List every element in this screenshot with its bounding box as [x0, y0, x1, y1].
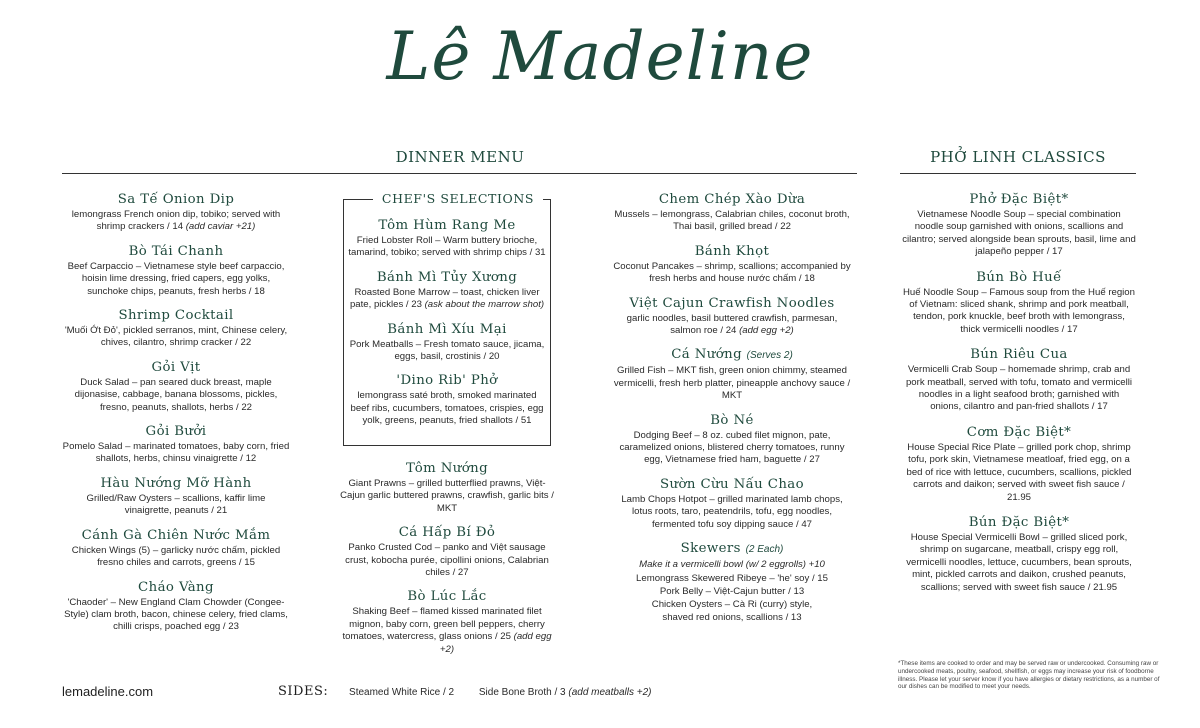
skewer-line: Chicken Oysters – Cà Ri (curry) style,	[651, 598, 813, 610]
item-name: Bò Né	[710, 412, 754, 428]
appetizers-column	[62, 191, 290, 643]
item-desc: Roasted Bone Marrow – toast, chicken liver pate, pickles / 23 (ask about the marrow shot)	[349, 286, 545, 311]
item-desc: Huế Noodle Soup – Famous soup from the Huế region of Vietnam: sliced shank, shrimp and pork meatball, tendon, pork knuckle, beef broth with lemongrass, thick vermicelli noodles / 17	[903, 286, 1135, 335]
menu-item	[902, 424, 1136, 504]
item-name: 'Dino Rib' Phở	[396, 373, 498, 389]
item-name: Gỏi Vịt	[151, 359, 201, 375]
item-name: Shrimp Cocktail	[118, 308, 234, 324]
item-name: Gỏi Bưởi	[145, 424, 207, 440]
item-serving: (Serves 2)	[746, 350, 793, 362]
menu-item	[612, 295, 852, 338]
item-desc: Grilled Fish – MKT fish, green onion chimmy, steamed vermicelli, fresh herb platter, pineapple anchovy sauce / MKT	[613, 365, 851, 402]
chefs-selections-column	[348, 217, 546, 437]
restaurant-logo: Lê Madeline	[386, 18, 814, 95]
pho-column	[902, 191, 1136, 603]
item-name: Bánh Mì Tủy Xương	[376, 269, 518, 285]
website-link[interactable]: lemadeline.com	[62, 684, 154, 699]
item-desc: Fried Lobster Roll – Warm buttery brioche, tamarind, tobiko; served with shrimp chips / 31	[348, 235, 546, 259]
item-desc: Giant Prawns – grilled butterflied prawns, Việt-Cajun garlic buttered prawns, crawfish, garlic bits / MKT	[340, 478, 554, 514]
item-desc: Panko Crusted Cod – panko and Việt sausage crust, kobocha purée, cipollini onions, Calabrian chiles / 27	[345, 542, 549, 579]
item-desc: Duck Salad – pan seared duck breast, maple dijonasise, cabbage, banana blossoms, pickles, fresno, peanuts, shallots, herbs / 22	[74, 376, 278, 413]
item-desc: Chicken Wings (5) – garlicky nước chấm, pickled fresno chiles and carrots, greens / 15	[71, 544, 281, 569]
skewers-item	[612, 540, 852, 624]
item-name: Bò Tái Chanh	[128, 243, 224, 259]
menu-item	[348, 321, 546, 364]
dinner-rule	[62, 173, 857, 174]
menu-item	[612, 346, 852, 402]
entrees-column	[612, 191, 852, 633]
item-desc: Lamb Chops Hotpot – grilled marinated lamb chops, lotus roots, taro, peatendrils, tofu, egg noodles, fermented tofu soy dipping sauce / 47	[621, 493, 843, 530]
sides-label: SIDES:	[278, 684, 329, 699]
item-desc: garlic noodles, basil buttered crawfish, parmesan, salmon roe / 24 (add egg +2)	[626, 312, 838, 337]
item-desc: Grilled/Raw Oysters – scallions, kaffir lime vinaigrette, peanuts / 21	[86, 492, 266, 517]
side-item: Side Bone Broth / 3	[478, 687, 566, 698]
mains-column	[336, 460, 558, 665]
skewer-line: Pork Belly – Việt-Cajun butter / 13	[659, 585, 805, 597]
item-note: Make it a vermicelli bowl (w/ 2 eggrolls) +10	[639, 559, 825, 571]
item-desc: lemongrass saté broth, smoked marinated beef ribs, cucumbers, tomatoes, crispies, egg yolk, greens, peanuts, fried shallots / 51	[350, 390, 544, 427]
item-desc: Vietnamese Noodle Soup – special combination noodle soup garnished with onions, scallions and cilantro; served alongside bean sprouts, basil, lime and jalapeño pepper / 17	[902, 209, 1136, 258]
menu-item	[336, 460, 558, 515]
pho-rule	[900, 173, 1136, 174]
menu-item	[612, 412, 852, 467]
item-name: Cháo Vàng	[138, 579, 214, 595]
menu-item	[62, 475, 290, 518]
item-note: (add egg +2)	[439, 631, 552, 655]
item-desc: 'Muối Ớt Đỏ', pickled serranos, mint, Chinese celery, chives, cilantro, shrimp cracker / 22	[64, 325, 288, 349]
item-name: Sườn Cừu Nấu Chao	[659, 476, 805, 492]
item-name: Sa Tế Onion Dip	[117, 192, 235, 207]
item-name: Bún Đặc Biệt*	[968, 514, 1070, 530]
menu-item	[612, 476, 852, 531]
skewer-line: Lemongrass Skewered Ribeye – 'he' soy / 15	[636, 572, 828, 584]
item-serving: (2 Each)	[745, 544, 784, 556]
item-name: Tôm Nướng	[405, 461, 489, 476]
item-name: Tôm Hùm Rang Me	[378, 218, 516, 233]
item-desc: Shaking Beef – flamed kissed marinated filet mignon, baby corn, green bell peppers, cherry tomatoes, watercress, glass onions / 25 (add egg +2)	[342, 606, 552, 655]
item-desc: Coconut Pancakes – shrimp, scallions; accompanied by fresh herbs and house nước chấm / 18	[613, 260, 851, 285]
item-name: Hàu Nướng Mỡ Hành	[100, 475, 252, 491]
menu-item	[902, 191, 1136, 259]
menu-item	[62, 359, 290, 414]
chefs-selections-title: CHEF'S SELECTIONS	[373, 191, 543, 206]
menu-item	[62, 527, 290, 570]
item-name: Phở Đặc Biệt*	[969, 192, 1069, 207]
menu-item	[612, 243, 852, 286]
menu-item	[62, 307, 290, 350]
item-desc: 'Chaoder' – New England Clam Chowder (Congee-Style) clam broth, bacon, chinese celery, fried clams, chilli crisps, poached egg / 23	[64, 596, 288, 633]
menu-item	[62, 579, 290, 634]
menu-item	[902, 514, 1136, 594]
item-desc: Beef Carpaccio – Vietnamese style beef carpaccio, hoisin lime dressing, fried capers, egg yolks, sunchoke chips, peanuts, fresh herbs / 18	[67, 260, 285, 297]
menu-item	[62, 243, 290, 298]
item-name: Việt Cajun Crawfish Noodles	[629, 295, 835, 311]
item-name: Bún Bò Huế	[976, 269, 1062, 285]
item-name: Skewers (2 Each)	[680, 541, 784, 557]
side-note: (add meatballs +2)	[568, 687, 652, 698]
item-desc: Pomelo Salad – marinated tomatoes, baby corn, fried shallots, herbs, chinsu vinaigrette / 12	[62, 441, 290, 465]
item-name: Bò Lúc Lắc	[407, 589, 487, 605]
item-name: Chem Chép Xào Dừa	[658, 192, 806, 207]
side-item: Steamed White Rice / 2	[349, 687, 455, 698]
item-name: Cơm Đặc Biệt*	[966, 424, 1072, 440]
item-desc: House Special Vermicelli Bowl – grilled sliced pork, shrimp on sugarcane, meatball, crispy egg roll, vermicelli noodles, lettuce, cucumbers, bean sprouts, mint, pickled carrots and daikon, crushed peanuts, scallions; served with sweet fish sauce / 21.95	[906, 531, 1132, 593]
menu-item	[612, 191, 852, 234]
item-desc: Dodging Beef – 8 oz. cubed filet mignon, pate, caramelized onions, blistered cherry tomatoes, runny egg, Vietnamese fried ham, baguette / 27	[619, 429, 845, 466]
menu-item	[336, 524, 558, 579]
item-desc: Mussels – lemongrass, Calabrian chiles, coconut broth, Thai basil, grilled bread / 22	[614, 209, 850, 233]
item-desc: Vermicelli Crab Soup – homemade shrimp, crab and pork meatball, served with tofu, tomato and vermicelli noodles in a light seafood broth; garnished with onions, cilantro and pan-fried shallots / 17	[905, 364, 1133, 413]
item-name: Cá Hấp Bí Đỏ	[398, 525, 496, 541]
menu-item	[902, 269, 1136, 337]
menu-item	[348, 372, 546, 427]
disclaimer: *These items are cooked to order and may be served raw or undercooked. Consuming raw or undercooked meats, poultry, seafood, shellfish, or eggs may increase your risk of foodborne illness. Please let your server know if you have allergies or dietary restrictions, as a number of our dishes can be modified to meet your needs.	[898, 660, 1160, 691]
menu-item	[348, 269, 546, 312]
menu-item	[902, 346, 1136, 414]
item-note: (add egg +2)	[739, 325, 794, 337]
item-name: Bánh Mì Xíu Mại	[387, 321, 507, 337]
dinner-menu-header: DINNER MENU	[395, 148, 525, 166]
menu-item	[336, 588, 558, 656]
item-desc: Pork Meatballs – Fresh tomato sauce, jicama, eggs, basil, crostinis / 20	[349, 338, 545, 363]
item-desc: lemongrass French onion dip, tobiko; served with shrimp crackers / 14 (add caviar +21)	[71, 209, 281, 233]
menu-item	[62, 191, 290, 234]
item-note: (add caviar +21)	[185, 221, 256, 233]
item-desc: House Special Rice Plate – grilled pork chop, shrimp tofu, pork skin, Vietnamese meatloaf, fried egg, on a bed of rice with lettuce, cucumbers, scallions, pickled carrots and daikon; served with sweet fish sauce / 21.95	[906, 441, 1132, 503]
skewer-line: shaved red onions, scallions / 13	[662, 612, 802, 624]
pho-classics-header: PHỞ LINH CLASSICS	[930, 148, 1106, 166]
item-note: (ask about the marrow shot)	[424, 299, 545, 311]
item-name: Cá Nướng (Serves 2)	[671, 347, 793, 363]
sides-line	[278, 684, 651, 699]
item-name: Bún Riêu Cua	[970, 347, 1068, 363]
item-name: Cánh Gà Chiên Nước Mắm	[81, 527, 271, 543]
menu-item	[62, 423, 290, 466]
item-name: Bánh Khọt	[694, 243, 770, 259]
menu-item	[348, 217, 546, 260]
